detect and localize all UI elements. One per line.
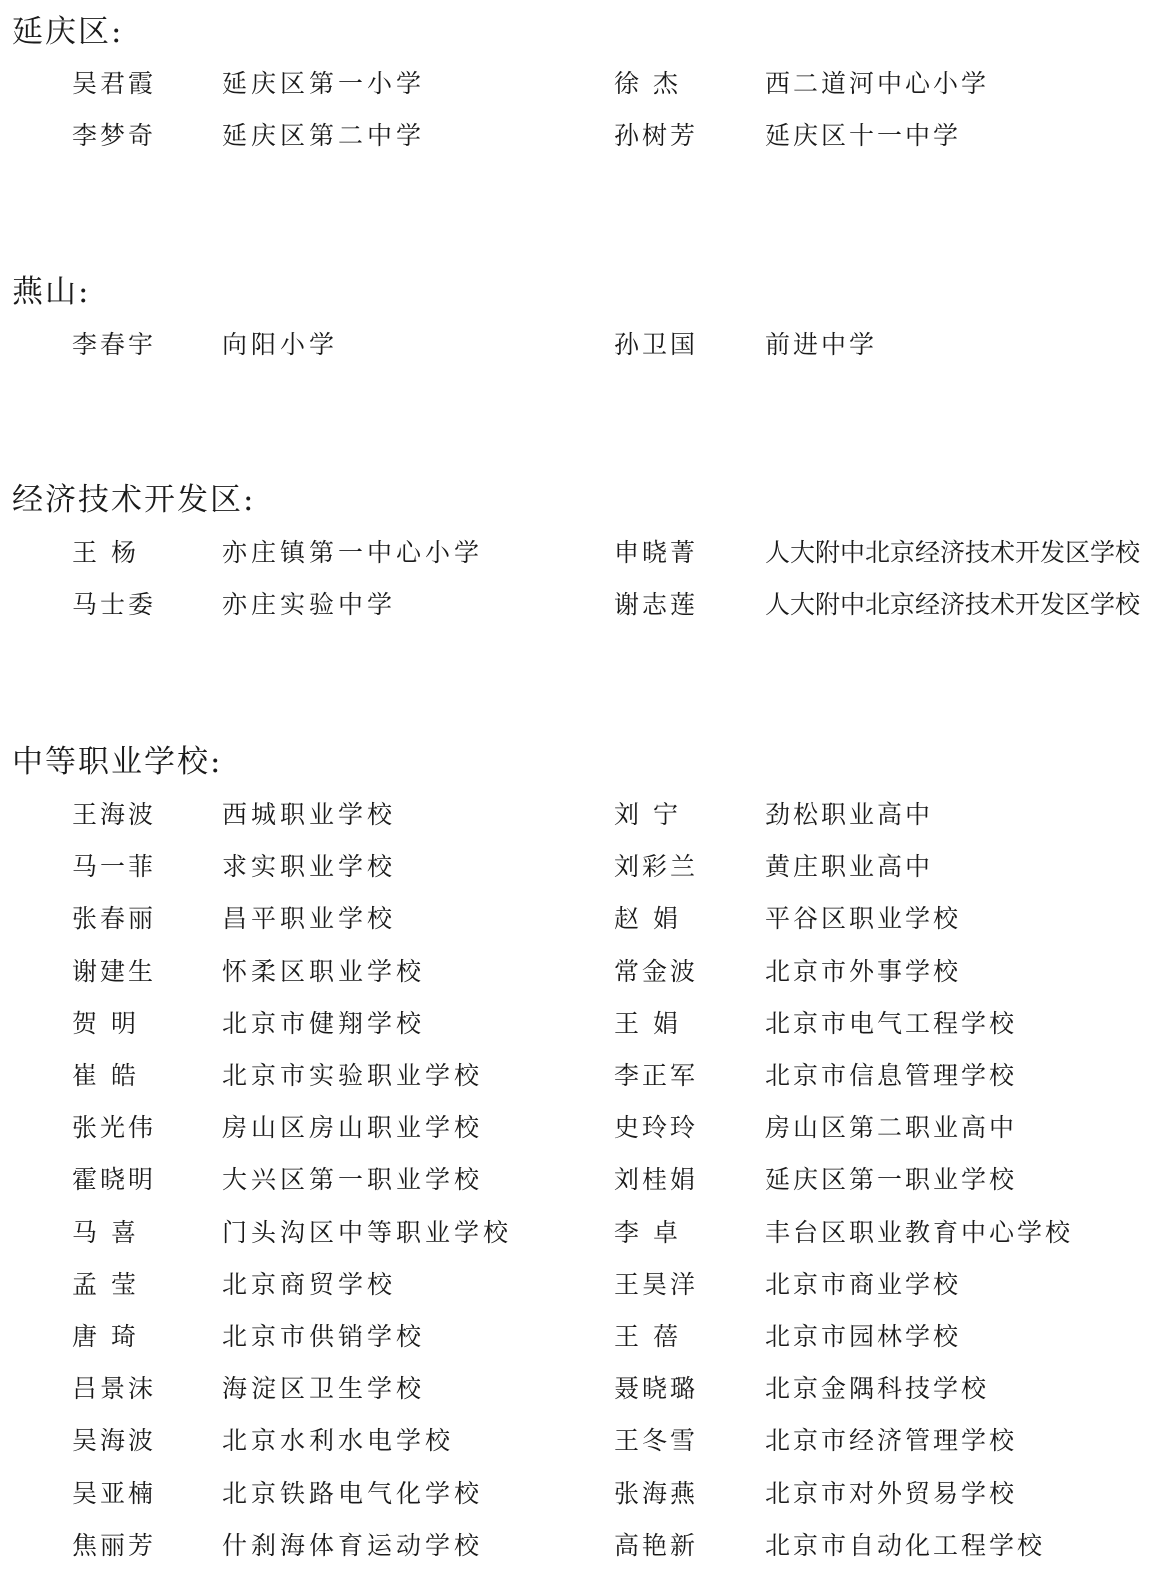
list-item (0, 1421, 1168, 1461)
teacher-name: 孙卫国 (614, 330, 699, 359)
teacher-name: 赵 娟 (614, 904, 681, 933)
teacher-name: 唐 琦 (72, 1322, 139, 1351)
teacher-name: 申晓菁 (614, 538, 699, 567)
school-name: 亦庄实验中学 (222, 590, 397, 619)
teacher-name: 王昊洋 (614, 1270, 699, 1299)
school-name: 北京市实验职业学校 (222, 1061, 484, 1090)
school-name: 房山区第二职业高中 (765, 1113, 1018, 1142)
teacher-name: 李春宇 (72, 330, 157, 359)
list-item (0, 1004, 1168, 1044)
teacher-name: 王 杨 (72, 538, 139, 567)
school-name: 平谷区职业学校 (765, 904, 962, 933)
list-item (0, 1265, 1168, 1305)
school-name: 丰台区职业教育中心学校 (765, 1218, 1074, 1247)
list-item (0, 1369, 1168, 1409)
section-heading: 经济技术开发区: (12, 482, 256, 518)
teacher-name: 谢志莲 (614, 590, 699, 619)
school-name: 延庆区第一职业学校 (765, 1165, 1018, 1194)
school-name: 北京市健翔学校 (222, 1009, 426, 1038)
school-name: 北京市电气工程学校 (765, 1009, 1018, 1038)
section-heading: 中等职业学校: (12, 744, 223, 780)
school-name: 西城职业学校 (222, 800, 397, 829)
list-item (0, 325, 1168, 365)
teacher-name: 高艳新 (614, 1531, 699, 1560)
teacher-name: 李 卓 (614, 1218, 681, 1247)
school-name: 北京市商业学校 (765, 1270, 962, 1299)
teacher-name: 张春丽 (72, 904, 157, 933)
teacher-name: 张海燕 (614, 1479, 699, 1508)
teacher-name: 孟 莹 (72, 1270, 139, 1299)
school-name: 北京金隅科技学校 (765, 1374, 990, 1403)
school-name: 北京市信息管理学校 (765, 1061, 1018, 1090)
teacher-name: 崔 皓 (72, 1061, 139, 1090)
school-name: 延庆区第一小学 (222, 69, 426, 98)
school-name: 西二道河中心小学 (765, 69, 990, 98)
school-name: 人大附中北京经济技术开发区学校 (765, 538, 1141, 567)
school-name: 人大附中北京经济技术开发区学校 (765, 590, 1141, 619)
list-item (0, 1056, 1168, 1096)
teacher-name: 贺 明 (72, 1009, 139, 1038)
list-item (0, 795, 1168, 835)
school-name: 北京市经济管理学校 (765, 1426, 1018, 1455)
school-name: 黄庄职业高中 (765, 852, 934, 881)
teacher-name: 刘 宁 (614, 800, 681, 829)
school-name: 北京市对外贸易学校 (765, 1479, 1018, 1508)
school-name: 前进中学 (765, 330, 878, 359)
list-item (0, 1317, 1168, 1357)
school-name: 大兴区第一职业学校 (222, 1165, 484, 1194)
teacher-name: 霍晓明 (72, 1165, 157, 1194)
school-name: 北京铁路电气化学校 (222, 1479, 484, 1508)
teacher-name: 吕景沫 (72, 1374, 157, 1403)
school-name: 亦庄镇第一中心小学 (222, 538, 484, 567)
section-heading: 延庆区: (12, 14, 124, 50)
teacher-name: 王 蓓 (614, 1322, 681, 1351)
school-name: 北京商贸学校 (222, 1270, 397, 1299)
teacher-name: 吴君霞 (72, 69, 157, 98)
school-name: 昌平职业学校 (222, 904, 397, 933)
teacher-name: 刘桂娟 (614, 1165, 699, 1194)
school-name: 北京市外事学校 (765, 957, 962, 986)
list-item (0, 116, 1168, 156)
list-item (0, 899, 1168, 939)
teacher-name: 李正军 (614, 1061, 699, 1090)
list-item (0, 1474, 1168, 1514)
school-name: 向阳小学 (222, 330, 339, 359)
school-name: 延庆区第二中学 (222, 121, 426, 150)
list-item (0, 585, 1168, 625)
teacher-name: 吴海波 (72, 1426, 157, 1455)
teacher-name: 马一菲 (72, 852, 157, 881)
school-name: 北京水利水电学校 (222, 1426, 455, 1455)
teacher-name: 王海波 (72, 800, 157, 829)
school-name: 怀柔区职业学校 (222, 957, 426, 986)
list-item (0, 847, 1168, 887)
teacher-name: 徐 杰 (614, 69, 681, 98)
teacher-name: 常金波 (614, 957, 699, 986)
teacher-name: 焦丽芳 (72, 1531, 157, 1560)
teacher-name: 史玲玲 (614, 1113, 699, 1142)
teacher-name: 聂晓璐 (614, 1374, 699, 1403)
teacher-name: 谢建生 (72, 957, 157, 986)
school-name: 延庆区十一中学 (765, 121, 962, 150)
list-item (0, 1160, 1168, 1200)
school-name: 海淀区卫生学校 (222, 1374, 426, 1403)
school-name: 什刹海体育运动学校 (222, 1531, 484, 1560)
list-item (0, 952, 1168, 992)
teacher-name: 王冬雪 (614, 1426, 699, 1455)
school-name: 房山区房山职业学校 (222, 1113, 484, 1142)
school-name: 北京市园林学校 (765, 1322, 962, 1351)
teacher-name: 马士委 (72, 590, 157, 619)
list-item (0, 1108, 1168, 1148)
teacher-name: 刘彩兰 (614, 852, 699, 881)
list-item (0, 1526, 1168, 1566)
school-name: 劲松职业高中 (765, 800, 934, 829)
list-item (0, 533, 1168, 573)
school-name: 北京市自动化工程学校 (765, 1531, 1046, 1560)
teacher-name: 李梦奇 (72, 121, 157, 150)
teacher-name: 吴亚楠 (72, 1479, 157, 1508)
list-item (0, 1213, 1168, 1253)
school-name: 门头沟区中等职业学校 (222, 1218, 513, 1247)
teacher-name: 张光伟 (72, 1113, 157, 1142)
teacher-name: 孙树芳 (614, 121, 699, 150)
section-heading: 燕山: (12, 274, 91, 310)
list-item (0, 64, 1168, 104)
teacher-name: 马 喜 (72, 1218, 139, 1247)
teacher-name: 王 娟 (614, 1009, 681, 1038)
school-name: 北京市供销学校 (222, 1322, 426, 1351)
school-name: 求实职业学校 (222, 852, 397, 881)
